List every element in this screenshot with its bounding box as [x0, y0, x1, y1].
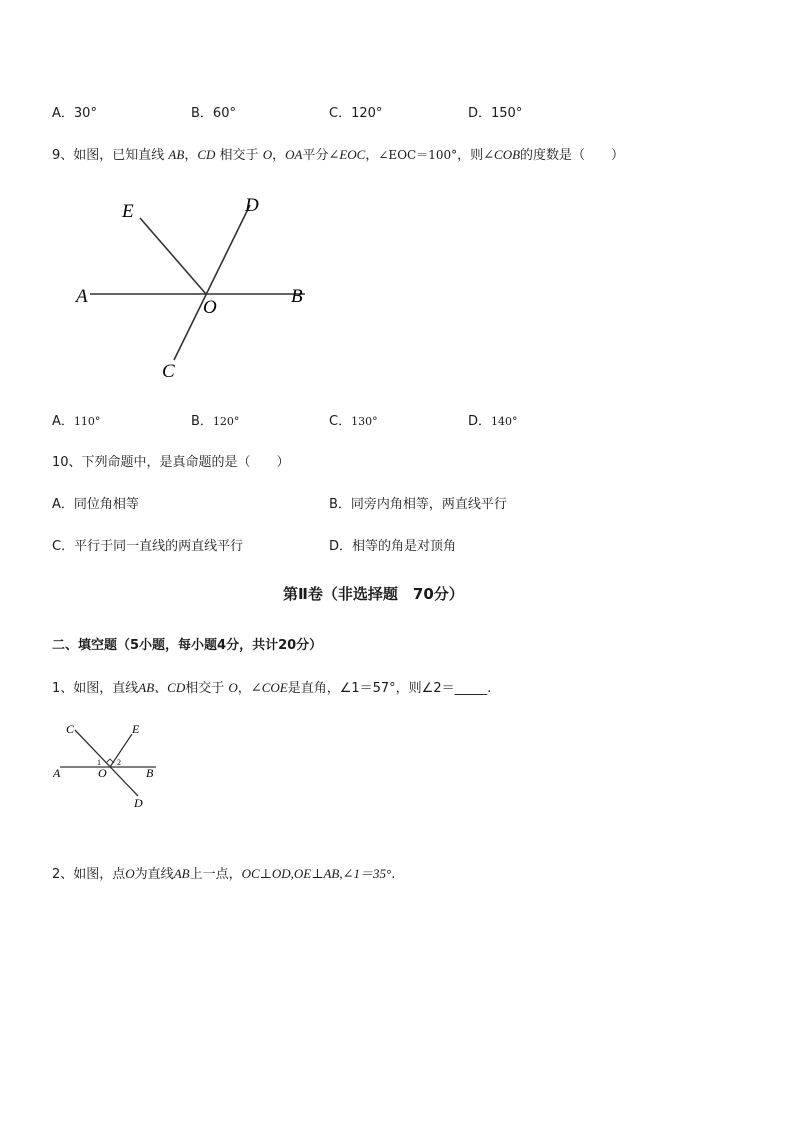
section2-title: 二、填空题（5小题，每小题4分，共计20分） [52, 638, 323, 653]
q8-option-b: B．60° [191, 106, 236, 121]
q9-option-d: D．140° [468, 414, 518, 429]
label-a: A [76, 286, 88, 307]
label-e: E [122, 201, 134, 222]
q9-stem: 9、如图，已知直线 AB，CD 相交于 O，OA平分∠EOC，∠EOC＝100°，则∠COB的度数是（ ） [52, 147, 625, 163]
q9-option-b: B．120° [191, 414, 240, 429]
q10-option-b: B．同旁内角相等，两直线平行 [329, 497, 507, 512]
label-b: B [146, 766, 154, 780]
q10-stem: 10、下列命题中，是真命题的是（ ） [52, 455, 290, 470]
q8-option-d: D．150° [468, 106, 523, 121]
label-angle-2: 2 [117, 758, 121, 767]
label-d: D [134, 796, 143, 810]
q9-option-c: C．130° [329, 414, 378, 429]
q8-option-c: C．120° [329, 106, 383, 121]
label-o: O [98, 766, 107, 780]
q9-figure [60, 180, 330, 390]
label-a: A [53, 766, 61, 780]
f2-stem: 2、如图，点O为直线AB上一点，OC⊥OD,OE⊥AB,∠1＝35°. [52, 866, 396, 882]
ray-oe [140, 218, 206, 294]
label-b: B [291, 286, 303, 307]
label-d: D [245, 195, 259, 216]
f1-figure [48, 718, 168, 818]
label-e: E [132, 722, 140, 736]
label-o: O [203, 297, 217, 318]
q8-option-a: A．30° [52, 106, 97, 121]
f1-stem: 1、如图，直线AB、CD相交于 O，∠COE是直角，∠1＝57°，则∠2＝_____. [52, 680, 492, 696]
q10-option-d: D．相等的角是对顶角 [329, 539, 457, 554]
right-angle-mark [106, 759, 114, 763]
q9-option-a: A．110° [52, 414, 101, 429]
label-c: C [66, 722, 75, 736]
line-cd [174, 205, 250, 360]
q10-option-c: C．平行于同一直线的两直线平行 [52, 539, 244, 554]
label-angle-1: 1 [97, 758, 101, 767]
q10-option-a: A．同位角相等 [52, 497, 139, 512]
part2-title: 第Ⅱ卷（非选择题 70分） [283, 585, 464, 603]
label-c: C [162, 361, 175, 382]
